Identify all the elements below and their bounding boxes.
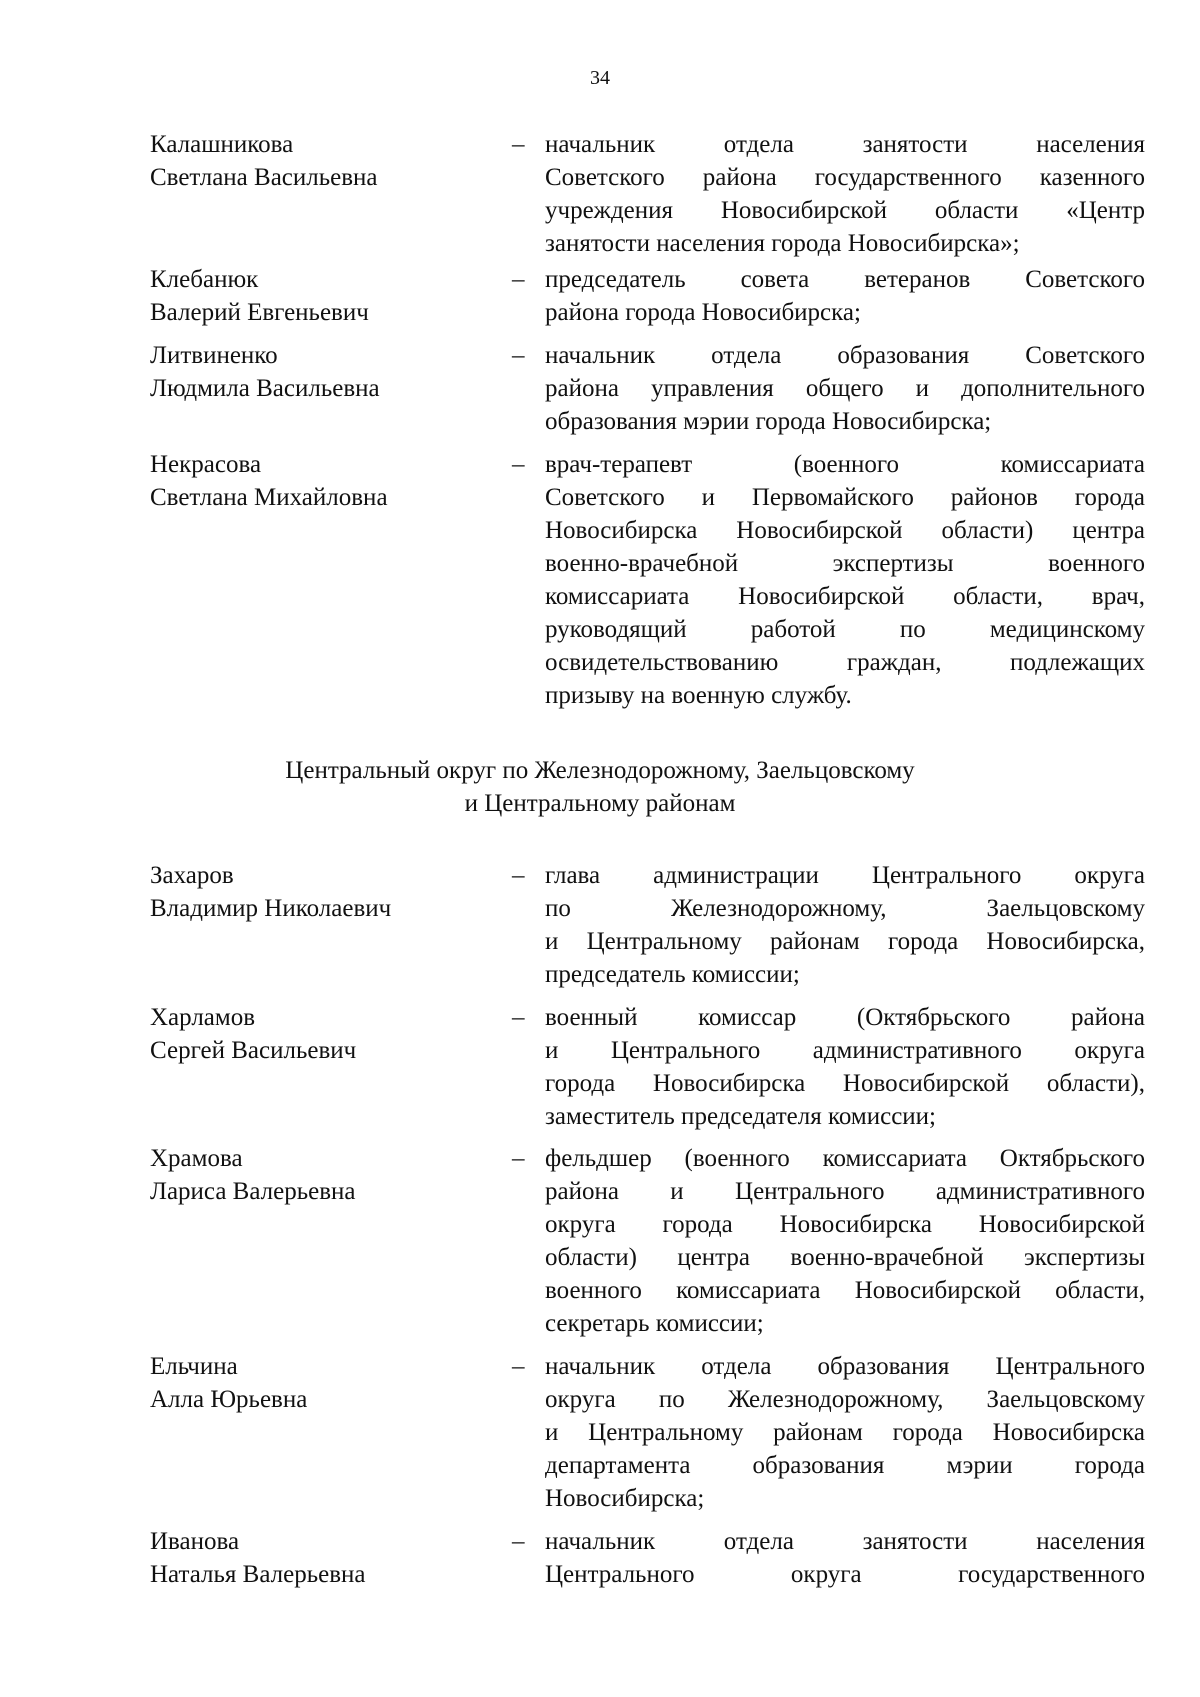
member-given-name: Владимир Николаевич (150, 895, 392, 922)
member-position (545, 448, 1145, 712)
member-name (150, 128, 480, 194)
position-line: города Новосибирска Новосибирской области), (545, 1070, 1145, 1097)
member-surname: Калашникова (150, 131, 294, 158)
position-line: и Центральному районам города Новосибирска (545, 1419, 1145, 1446)
position-line: области) центра военно-врачебной экспертизы (545, 1244, 1145, 1271)
member-position (545, 339, 1145, 438)
position-line: начальник отдела занятости населения (545, 1528, 1145, 1555)
dash: – (512, 1353, 525, 1380)
member-surname: Ельчина (150, 1353, 238, 1380)
member-name (150, 1350, 480, 1416)
position-line: Советского района государственного казенного (545, 164, 1145, 191)
position-line: учреждения Новосибирской области «Центр (545, 197, 1145, 224)
position-line: военно-врачебной экспертизы военного (545, 550, 1145, 577)
position-line: председатель комиссии; (545, 961, 800, 988)
member-given-name: Светлана Михайловна (150, 484, 388, 511)
member-given-name: Сергей Васильевич (150, 1037, 357, 1064)
dash: – (512, 1004, 525, 1031)
position-line: Центрального округа государственного (545, 1561, 1145, 1588)
member-surname: Храмова (150, 1145, 243, 1172)
member-name (150, 1001, 480, 1067)
member-name (150, 1525, 480, 1591)
section-title (0, 754, 1200, 820)
member-name (150, 263, 480, 329)
dash: – (512, 342, 525, 369)
position-line: района и Центрального административного (545, 1178, 1145, 1205)
position-line: военный комиссар (Октябрьского района (545, 1004, 1145, 1031)
position-line: фельдшер (военного комиссариата Октябрьского (545, 1145, 1145, 1172)
position-line: руководящий работой по медицинскому (545, 616, 1145, 643)
position-line: призыву на военную службу. (545, 682, 852, 709)
position-line: образования мэрии города Новосибирска; (545, 408, 992, 435)
position-line: глава администрации Центрального округа (545, 862, 1145, 889)
position-line: по Железнодорожному, Заельцовскому (545, 895, 1145, 922)
position-line: округа по Железнодорожному, Заельцовскому (545, 1386, 1145, 1413)
section-title-line: Центральный округ по Железнодорожному, Заельцовскому (285, 757, 915, 784)
member-name (150, 859, 480, 925)
member-surname: Захаров (150, 862, 234, 889)
position-line: и Центрального административного округа (545, 1037, 1145, 1064)
position-line: и Центральному районам города Новосибирска, (545, 928, 1145, 955)
position-line: заместитель председателя комиссии; (545, 1103, 937, 1130)
page-number: 34 (590, 67, 610, 89)
position-line: Новосибирска; (545, 1485, 705, 1512)
member-position (545, 1142, 1145, 1340)
position-line: округа города Новосибирска Новосибирской (545, 1211, 1145, 1238)
position-line: начальник отдела образования Центрального (545, 1353, 1145, 1380)
member-given-name: Наталья Валерьевна (150, 1561, 366, 1588)
dash: – (512, 131, 525, 158)
member-position (545, 1001, 1145, 1133)
dash: – (512, 862, 525, 889)
position-line: начальник отдела образования Советского (545, 342, 1145, 369)
position-line: занятости населения города Новосибирска»; (545, 230, 1020, 257)
member-given-name: Людмила Васильевна (150, 375, 380, 402)
member-given-name: Алла Юрьевна (150, 1386, 308, 1413)
member-name (150, 448, 480, 514)
member-surname: Харламов (150, 1004, 256, 1031)
dash: – (512, 1528, 525, 1555)
position-line: района управления общего и дополнительного (545, 375, 1145, 402)
position-line: Новосибирска Новосибирской области) центра (545, 517, 1145, 544)
position-line: Советского и Первомайского районов города (545, 484, 1145, 511)
dash: – (512, 266, 525, 293)
position-line: военного комиссариата Новосибирской области, (545, 1277, 1145, 1304)
member-given-name: Лариса Валерьевна (150, 1178, 356, 1205)
member-position (545, 263, 1145, 329)
position-line: освидетельствованию граждан, подлежащих (545, 649, 1145, 676)
member-position (545, 128, 1145, 260)
member-given-name: Валерий Евгеньевич (150, 299, 369, 326)
member-surname: Литвиненко (150, 342, 278, 369)
position-line: комиссариата Новосибирской области, врач, (545, 583, 1145, 610)
member-surname: Некрасова (150, 451, 262, 478)
member-position (545, 1350, 1145, 1515)
member-surname: Иванова (150, 1528, 240, 1555)
dash: – (512, 451, 525, 478)
member-surname: Клебанюк (150, 266, 259, 293)
member-given-name: Светлана Васильевна (150, 164, 378, 191)
member-position (545, 859, 1145, 991)
position-line: департамента образования мэрии города (545, 1452, 1145, 1479)
position-line: района города Новосибирска; (545, 299, 861, 326)
position-line: врач-терапевт (военного комиссариата (545, 451, 1145, 478)
position-line: председатель совета ветеранов Советского (545, 266, 1145, 293)
section-title-line: и Центральному районам (464, 790, 736, 817)
member-name (150, 1142, 480, 1208)
position-line: секретарь комиссии; (545, 1310, 764, 1337)
position-line: начальник отдела занятости населения (545, 131, 1145, 158)
dash: – (512, 1145, 525, 1172)
member-position (545, 1525, 1145, 1591)
member-name (150, 339, 480, 405)
